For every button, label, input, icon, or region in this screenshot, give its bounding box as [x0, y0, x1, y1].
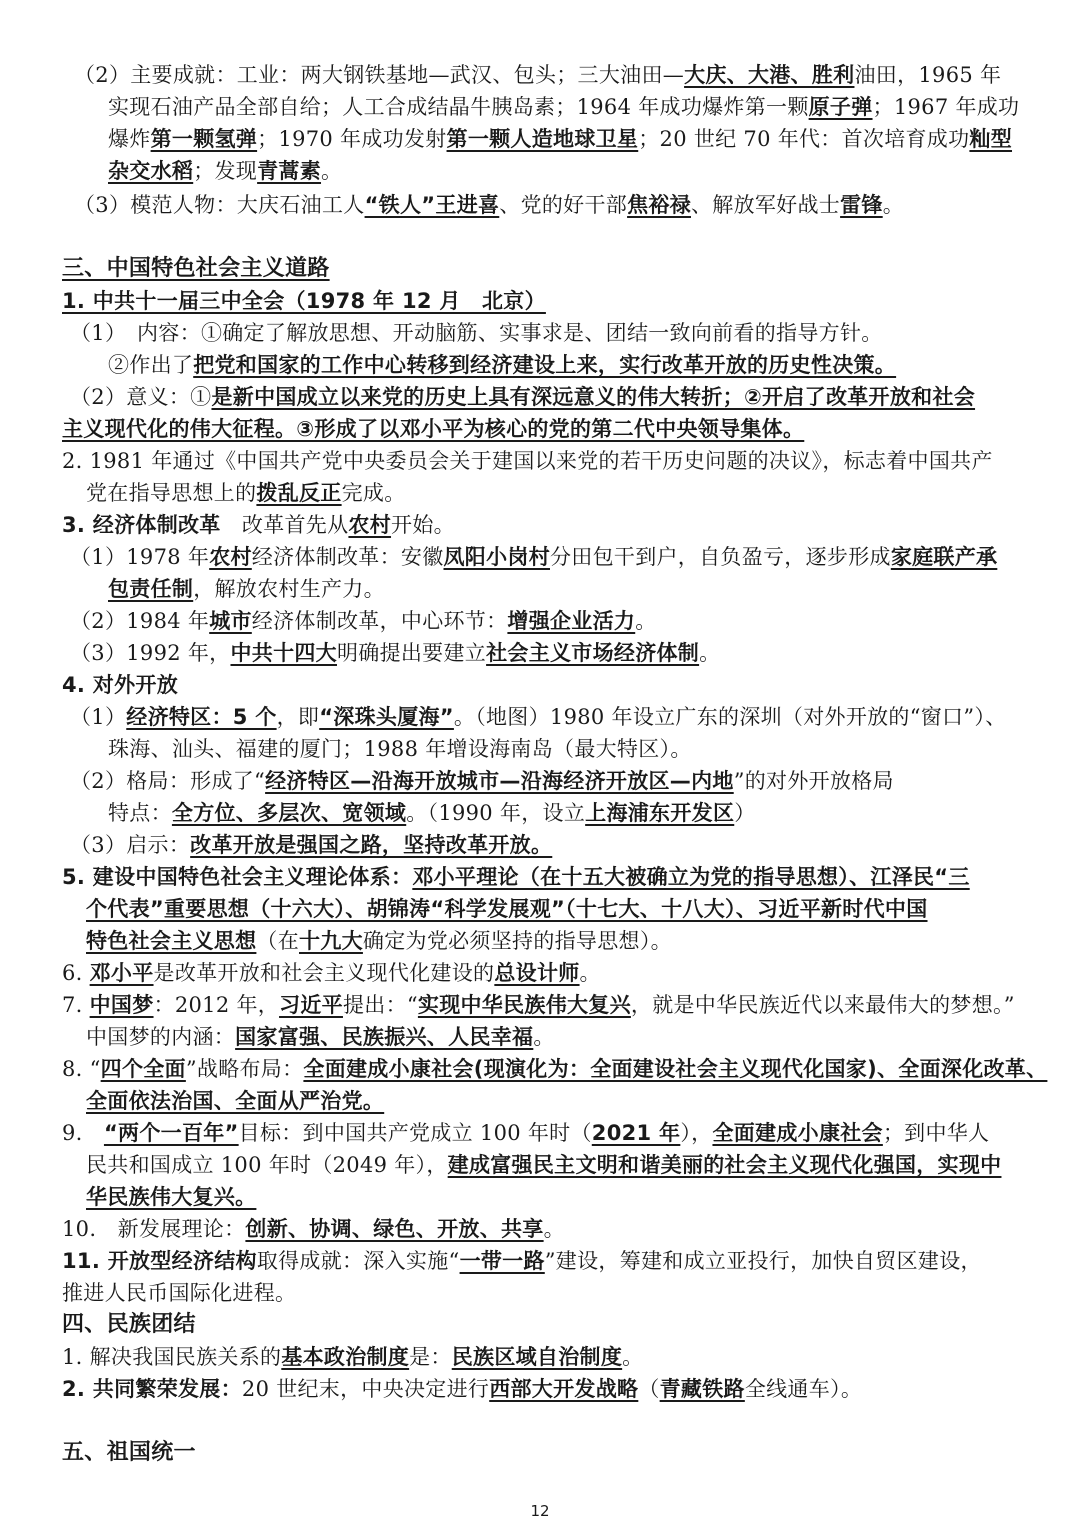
key-term: 籼型: [969, 127, 1013, 151]
section-3-item-5-line-1: 5. 建设中国特色社会主义理论体系：邓小平理论（在十五大被确立为党的指导思想）、江泽民“三: [62, 865, 970, 889]
section-4-title: 四、民族团结: [62, 1312, 196, 1337]
achievements-line-5: [0, 190, 1080, 220]
section-3-item-3-1a: （1）1978 年农村经济体制改革：安徽凤阳小岗村分田包干到户，自负盈亏，逐步形成家庭联产承: [70, 545, 998, 569]
key-term: 杂交水稻: [108, 159, 194, 183]
key-term: 第一颗人造地球卫星: [446, 127, 639, 151]
section-3-item-3-1b: 包责任制，解放农村生产力。: [108, 577, 385, 601]
section-3-item-10: 10. 新发展理论：创新、协调、绿色、开放、共享。: [62, 1217, 565, 1241]
section-3-item-1-content-1: （1） 内容：①确定了解放思想、开动脑筋、实事求是、团结一致向前看的指导方针。: [70, 321, 883, 345]
section-3-item-11-line-1: 11. 开放型经济结构取得成就：深入实施“一带一路”建设，筹建和成立亚投行，加快自贸区建设，: [62, 1249, 982, 1273]
text: 爆炸: [108, 127, 151, 151]
section-3-item-9-line-3: 华民族伟大复兴。: [86, 1185, 257, 1209]
section-3-item-1-meaning-1: （2）意义：①是新中国成立以来党的历史上具有深远意义的伟大转折；②开启了改革开放和社会: [70, 385, 976, 409]
section-3-item-2-line-2: 党在指导思想上的拨乱反正完成。: [86, 481, 406, 505]
text: ；发现: [193, 159, 258, 183]
text: 油田，1965 年: [854, 63, 1002, 87]
key-term: 焦裕禄: [627, 193, 691, 217]
text: ；1970 年成功发射: [257, 127, 447, 151]
text: （3）模范人物：大庆石油工人: [74, 193, 365, 217]
section-3-item-3-3: （3）1992 年，中共十四大明确提出要建立社会主义市场经济体制。: [70, 641, 721, 665]
key-term: 第一颗氢弹: [150, 127, 258, 151]
text: ；1967 年成功: [872, 95, 1020, 119]
section-3-item-4-1b: 珠海、汕头、福建的厦门；1988 年增设海南岛（最大特区）。: [108, 737, 692, 761]
section-3-item-2-line-1: 2. 1981 年通过《中国共产党中央委员会关于建国以来党的若干历史问题的决议》，标志着中国共产: [62, 449, 993, 473]
achievements-line-4: [0, 156, 1080, 186]
section-3-item-1-title: 1. 中共十一届三中全会（1978 年 12 月 北京）: [62, 289, 546, 313]
key-term: 大庆、大港、胜利: [684, 63, 855, 87]
achievements-line-1: [0, 60, 1080, 90]
text: 实现石油产品全部自给；人工合成结晶牛胰岛素；1964 年成功爆炸第一颗: [108, 95, 809, 119]
section-3-item-7-line-1: 7. 中国梦：2012 年，习近平提出：“实现中华民族伟大复兴，就是中华民族近代以来最伟大的梦想。”: [62, 993, 1015, 1017]
text: 。: [321, 159, 343, 183]
achievements-line-2: [0, 92, 1080, 122]
key-term: “铁人”王进喜: [364, 193, 500, 217]
section-5-title: 五、祖国统一: [62, 1440, 196, 1465]
section-3-item-9-line-2: 民共和国成立 100 年时（2049 年），建成富强民主文明和谐美丽的社会主义现代化强国，实现中: [86, 1153, 1002, 1177]
section-3-item-9-line-1: 9. “两个一百年”目标：到中国共产党成立 100 年时（2021 年），全面建成小康社会；到中华人: [62, 1121, 990, 1145]
section-3-item-11-line-2: 推进人民币国际化进程。: [62, 1281, 297, 1305]
text: ；20 世纪 70 年代：首次培育成功: [638, 127, 970, 151]
section-3-item-4-2a: （2）格局：形成了“经济特区—沿海开放城市—沿海经济开放区—内地”的对外开放格局: [70, 769, 894, 793]
text: 、解放军好战士: [690, 193, 841, 217]
section-3-item-5-line-3: 特色社会主义思想（在十九大确定为党必须坚持的指导思想）。: [86, 929, 672, 953]
section-3-title: 三、中国特色社会主义道路: [62, 256, 330, 281]
section-4-item-2: 2. 共同繁荣发展：20 世纪末，中央决定进行西部大开发战略（青藏铁路全线通车）。: [62, 1377, 863, 1401]
achievements-line-3: [0, 124, 1080, 154]
section-3-item-4-1a: （1）经济特区：5 个，即“深珠头厦海”。（地图）1980 年设立广东的深圳（对外开放的“窗口”）、: [70, 705, 1007, 729]
section-3-item-1-content-2: ②作出了把党和国家的工作中心转移到经济建设上来，实行改革开放的历史性决策。: [108, 353, 897, 377]
section-3-item-3-title: 3. 经济体制改革 改革首先从农村开始。: [62, 513, 455, 537]
section-3-item-4-2b: 特点：全方位、多层次、宽领域。（1990 年，设立上海浦东开发区）: [108, 801, 756, 825]
page-number: 12: [530, 1502, 550, 1520]
text: 。: [882, 193, 905, 217]
section-3-item-4-title: 4. 对外开放: [62, 673, 178, 697]
section-3-item-5-line-2: 个代表”重要思想（十六大）、胡锦涛“科学发展观”（十七大、十八大）、习近平新时代中国: [86, 897, 928, 921]
section-3-item-6: 6. 邓小平是改革开放和社会主义现代化建设的总设计师。: [62, 961, 601, 985]
section-3-item-8-line-2: 全面依法治国、全面从严治党。: [86, 1089, 385, 1113]
section-3-item-1-meaning-2: 主义现代化的伟大征程。③形成了以邓小平为核心的党的第二代中央领导集体。: [62, 417, 805, 441]
text: （2）主要成就：工业：两大钢铁基地—武汉、包头；三大油田—: [74, 63, 685, 87]
section-3-item-4-3: （3）启示：改革开放是强国之路，坚持改革开放。: [70, 833, 553, 857]
key-term: 原子弹: [808, 95, 873, 119]
section-3-item-8-line-1: 8. “四个全面”战略布局：全面建成小康社会(现演化为：全面建设社会主义现代化国家)、全面深化改革、: [62, 1057, 1048, 1081]
key-term: 雷锋: [840, 193, 883, 217]
section-3-item-3-2: （2）1984 年城市经济体制改革，中心环节：增强企业活力。: [70, 609, 657, 633]
text: 、党的好干部: [499, 193, 628, 217]
section-3-item-7-line-2: 中国梦的内涵：国家富强、民族振兴、人民幸福。: [86, 1025, 555, 1049]
key-term: 青蒿素: [257, 159, 322, 183]
section-4-item-1: 1. 解决我国民族关系的基本政治制度是：民族区域自治制度。: [62, 1345, 644, 1369]
